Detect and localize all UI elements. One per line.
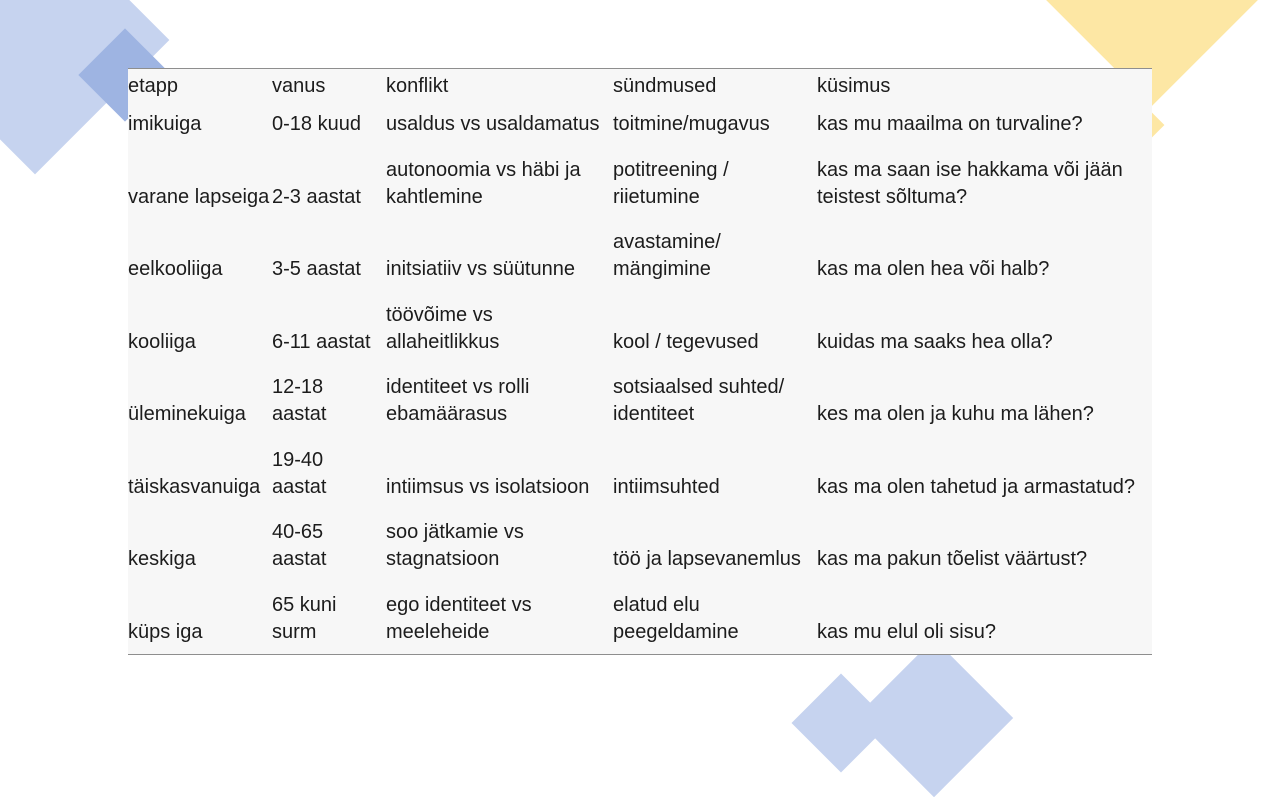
cell-conflict: autonoomia vs häbi ja kahtlemine (386, 158, 581, 208)
table-row (128, 581, 1152, 654)
cell-stage: eelkooliiga (128, 258, 223, 281)
header-cell-age: vanus (272, 75, 326, 97)
cell-conflict: usaldus vs usaldamatus (386, 113, 600, 136)
cell-question: kas mu elul oli sisu? (817, 621, 996, 643)
header-cell-question: küsimus (817, 75, 891, 97)
table-row (128, 291, 1152, 364)
cell-conflict: initsiatiiv vs süütunne (386, 258, 575, 281)
cell-events: potitreening / riietumine (613, 158, 729, 208)
cell-stage: täiskasvanuiga (128, 475, 261, 498)
cell-age: 65 kuni surm (272, 594, 337, 643)
cell-question: kas ma olen hea või halb? (817, 258, 1050, 281)
header-cell-events: sündmused (613, 75, 717, 97)
table-row (128, 105, 1152, 146)
cell-stage: kooliiga (128, 330, 196, 353)
cell-conflict: intiimsus vs isolatsioon (386, 475, 590, 498)
stages-table-panel (128, 68, 1152, 655)
decorative-blue-diamond-bottom-small (792, 674, 891, 773)
header-cell-stage: etapp (128, 75, 179, 97)
cell-conflict: töövõime vs allaheitlikkus (386, 303, 500, 353)
cell-question: kes ma olen ja kuhu ma lähen? (817, 403, 1094, 426)
table-row (128, 364, 1152, 437)
cell-events: töö ja lapsevanemlus (613, 548, 801, 571)
cell-age: 0-18 kuud (272, 113, 361, 136)
psychosocial-stages-table (128, 69, 1152, 654)
cell-age: 2-3 aastat (272, 185, 361, 208)
cell-question: kas ma olen tahetud ja armastatud? (817, 475, 1135, 498)
table-row (128, 219, 1152, 292)
cell-stage: keskiga (128, 548, 196, 571)
cell-question: kas ma saan ise hakkama või jään teistest sõltuma? (817, 158, 1123, 208)
cell-conflict: identiteet vs rolli ebamäärasus (386, 376, 530, 426)
table-row (128, 509, 1152, 582)
cell-question: kas mu maailma on turvaline? (817, 113, 1083, 136)
cell-age: 19-40 aastat (272, 448, 327, 498)
cell-conflict: ego identiteet vs meeleheide (386, 594, 532, 643)
table-header-row (128, 69, 1152, 105)
header-cell-conflict: konflikt (386, 75, 449, 97)
cell-conflict: soo jätkamie vs stagnatsioon (386, 521, 524, 571)
cell-stage: varane lapseiga (128, 185, 270, 208)
cell-events: elatud elu peegeldamine (613, 594, 739, 643)
table-row (128, 436, 1152, 509)
cell-events: sotsiaalsed suhted/ identiteet (613, 376, 785, 426)
cell-question: kas ma pakun tõelist väärtust? (817, 548, 1088, 571)
cell-events: avastamine/ mängimine (613, 231, 721, 281)
cell-stage: küps iga (128, 621, 203, 643)
cell-events: toitmine/mugavus (613, 113, 770, 136)
cell-events: kool / tegevused (613, 330, 759, 353)
cell-age: 40-65 aastat (272, 521, 327, 571)
cell-age: 6-11 aastat (272, 330, 371, 353)
cell-question: kuidas ma saaks hea olla? (817, 330, 1053, 353)
cell-events: intiimsuhted (613, 475, 720, 498)
table-row (128, 146, 1152, 219)
cell-age: 12-18 aastat (272, 376, 327, 426)
cell-age: 3-5 aastat (272, 258, 361, 281)
cell-stage: imikuiga (128, 113, 202, 136)
cell-stage: üleminekuiga (128, 403, 246, 426)
